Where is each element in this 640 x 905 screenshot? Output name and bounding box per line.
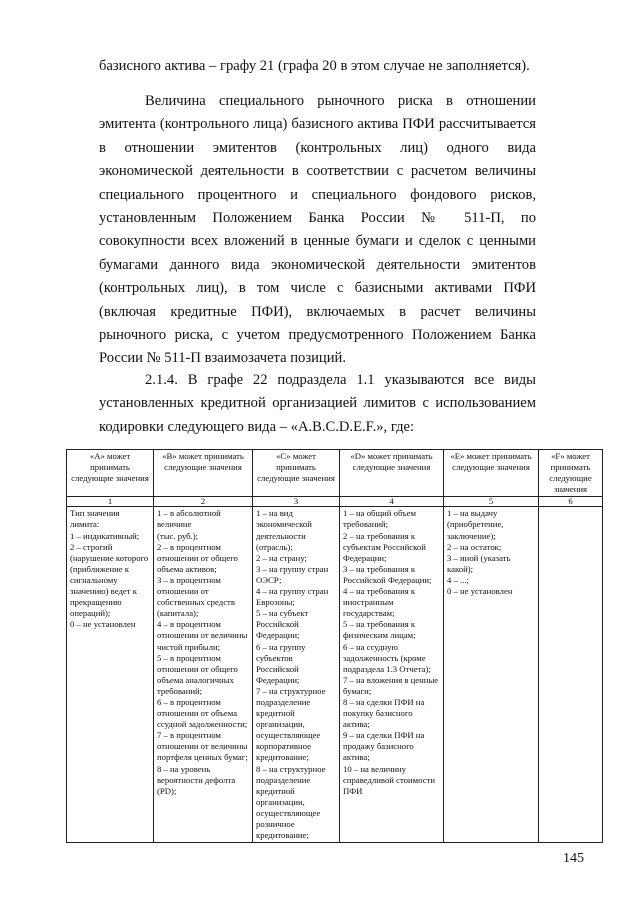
limit-codes-table	[66, 449, 603, 843]
header-c: «C» может принимать следующие значения	[253, 450, 340, 497]
column-number: 5	[444, 497, 539, 507]
cell-e-values: 1 – на выдачу (приобретение, заключение); 2 – на остаток; 3 – иной (указать какой); 4 – ...; 0 – не установлен	[444, 507, 539, 843]
column-number: 2	[154, 497, 253, 507]
cell-c-values: 1 – на вид экономической деятельности (отрасль); 2 – на страну; 3 – на группу стран ОЭСР; 4 – на группу стран Еврозоны; 5 – на субъект Российской Федерации; 6 – на группу субъектов Российской Федерации; 7 – на структурное подразделение кредитной организации, осуществляющее корпоративное кредитование; 8 – на структурное подразделение кредитной организации, осуществляющее розничное кредитование;	[253, 507, 340, 843]
header-f: «F» может принимать следующие значения	[539, 450, 603, 497]
cell-b-values: 1 – в абсолютной величине (тыс. руб.); 2 – в процентном отношении от общего объема активов; 3 – в процентном отношении от собственных средств (капитала); 4 – в процентном отношении от величины чистой прибыли; 5 – в процентном отношении от общего объема аналогичных требований; 6 – в процентном отношении от объема ссудной задолженности; 7 – в процентном отношении от величины портфеля ценных бумаг; 8 – на уровень вероятности дефолта (PD);	[154, 507, 253, 843]
table-header-row	[67, 450, 603, 497]
cell-f-values	[539, 507, 603, 843]
header-d: «D» может принимать следующие значения	[340, 450, 444, 497]
column-number: 4	[340, 497, 444, 507]
cell-d-values: 1 – на общий объем требований; 2 – на требования к субъектам Российской Федерации; 3 – на требования к Российской Федерации; 4 – на требования к иностранным государствам; 5 – на требования к физическим лицам; 6 – на ссудную задолженность (кроме подраздела 1.3 Отчета); 7 – на вложения в ценные бумаги; 8 – на сделки ПФИ на покупку базисного актива; 9 – на сделки ПФИ на продажу базисного актива; 10 – на величину справедливой стоимости ПФИ	[340, 507, 444, 843]
header-e: «E» может принимать следующие значения	[444, 450, 539, 497]
header-a: «A» может принимать следующие значения	[67, 450, 154, 497]
paragraph-special-market-risk: Величина специального рыночного риска в отношении эмитента (контрольного лица) базисного актива ПФИ рассчитывается в отношении эмитентов (контрольных лиц) одного вида экономической деятельности в соответствии с расчетом величины специального процентного и специального фондового рисков, установленным Положением Банка России № 511-П, по совокупности всех вложений в ценные бумаги и сделок с ценными бумагами данного вида экономической деятельности эмитентов (контрольных лиц), в том числе с базисными активами ПФИ (включая кредитные ПФИ), включаемых в расчет величины рыночного риска, с учетом предусмотренного Положением Банка России № 511-П взаимозачета позиций.	[99, 93, 536, 367]
header-b: «B» может принимать следующие значения	[154, 450, 253, 497]
cell-a-values: Тип значения лимита: 1 – индикативный; 2 – строгий (нарушение которого (приближение к сигнальному значению) ведет к прекращению операций); 0 – не установлен	[67, 507, 154, 843]
page-number: 145	[563, 851, 584, 866]
paragraph-2-1-4: 2.1.4. В графе 22 подраздела 1.1 указываются все виды установленных кредитной организацией лимитов с использованием кодировки следующего вида – «A.B.C.D.E.F.», где:	[99, 372, 536, 435]
table-row	[67, 507, 603, 843]
table-number-row	[67, 497, 603, 507]
column-number: 1	[67, 497, 154, 507]
column-number: 3	[253, 497, 340, 507]
column-number: 6	[539, 497, 603, 507]
text-line-continuation: базисного актива – графу 21 (графа 20 в этом случае не заполняется).	[99, 58, 530, 74]
